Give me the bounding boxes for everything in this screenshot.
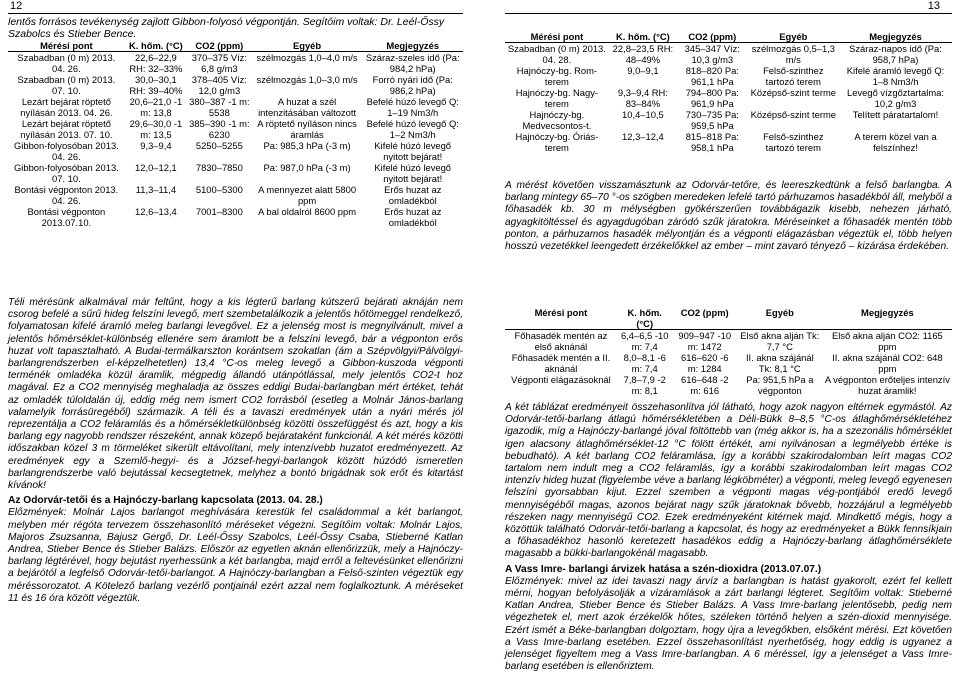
table-cell: 8,0–8,1 -6 m: 7,4 (623, 352, 666, 374)
left-page (8, 0, 468, 642)
table-cell: 12,0–12,1 (135, 162, 177, 173)
table-cell: Hajnóczy-bg. Nagy-terem (515, 87, 599, 109)
table-cell: 345–347 Víz: 10,3 g/m3 (684, 43, 740, 65)
table-cell: Gibbon-folyosóban 2013. 04. 26. (14, 140, 119, 162)
col-header: K. hőm. (°C) (609, 31, 677, 43)
table-cell: 5100–5300 (195, 184, 243, 195)
table-cell: 9,3–9,4 (140, 140, 172, 151)
table-cell: Száraz-szeles idő (Pa: 984,2 hPa) (365, 52, 460, 74)
table-row (8, 140, 463, 162)
table-cell: Felső-szinthez tartozó terem (763, 65, 824, 87)
table-cell: 380–387 -1 m: 5538 (189, 96, 250, 118)
col-header: Megjegyzés (839, 31, 952, 43)
table-cell: Befelé húzó levegő Q: 1–19 Nm3/h (366, 96, 459, 118)
intro-text: lentős forrásos tevékenység zajlott Gibbon-folyosó végpontján. Segítőim voltak: Dr. Leél-Őssy Szabolcs és Stieber Bence. (8, 16, 445, 40)
table-row (8, 118, 463, 140)
table-cell: Első akna alján Tk: 7,7 °C (740, 330, 820, 352)
body-text (505, 180, 952, 253)
table-row (8, 184, 463, 206)
table-cell: Forró nyári idő (Pa: 986,2 hPa) (372, 74, 453, 96)
table-cell: 11,3–11,4 (135, 184, 177, 195)
table-cell: Kifelé húzó levegő nyitott bejárat! (374, 140, 452, 162)
table-cell: 730–735 Pa: 959,5 hPa (685, 109, 739, 131)
table-cell: Gibbon-folyosóban 2013. 07. 10. (14, 162, 119, 184)
table-cell: 818–820 Pa: 961,1 hPa (685, 65, 739, 87)
table-cell: 30,0–30,1 RH: 39–40% (129, 74, 183, 96)
table-cell: II. akna szájánál Tk: 8,1 °C (745, 352, 814, 374)
col-header: Egyéb (737, 307, 823, 330)
table-cell: szélmozgás 1,0–3,0 m/s (256, 74, 358, 85)
table-cell: Bontási végponton 2013. 04. 26. (14, 184, 119, 206)
right-page (490, 0, 952, 673)
table-cell: szélmozgás 1,0–4,0 m/s (256, 52, 358, 63)
header-rule (8, 13, 463, 14)
table-cell: 10,4–10,5 (622, 109, 664, 120)
table-cell: A bal oldalról 8600 ppm (258, 206, 357, 217)
table-row (8, 96, 463, 118)
table-row (505, 131, 952, 153)
table-cell: 22,8–23,5 RH: 48–49% (612, 43, 674, 65)
paragraph: Előzmények: mivel az idei tavaszi nagy árvíz a barlangban is hatást gyakorolt, ezért fel kellett mérni, hogyan befolyásolják a vízáramlások a zárt barlangi légteret. Segítőim voltak: Stieberné Katlan Andrea, Stieber Bence és Stieber Balázs. A Vass Imre-barlang jelentősebb, pedig nem végezhetek el, mert azok érzékelők hőtes, széleken történő helyen a szén-dioxid mennyisége. Ezért ismét a Béke-barlangban dolgoztam, hogy újra a levegőkben, elsőként mérési. Ezt követően a Vass Imre-barlang esetében. Ezzel összehasonlítást nyerhetőség, hogy eddig is ugyanez a jelenséget figyeltem meg a Vass Imre-barlangban. A 6 méréssel, így a jelenséget a Vass Imre-barlang esetében is ellenőriztem. (505, 575, 952, 673)
measurement-table-left (8, 40, 463, 228)
table-cell: 20,6–21,0 -1 m: 13,8 (129, 96, 183, 118)
table-cell: 9,3–9,4 RH: 83–84% (617, 87, 668, 109)
table-cell: 12,3–12,4 (622, 131, 664, 142)
paragraph: Előzmények: Molnár Lajos barlangot meghívására kerestük fel családommal a két barlangot, melyben mér régóta tervezem összehasonlító méréseket végezni. Segítőim voltak: Molnár Lajos, Majoros Zsuzsanna, Bajusz Gergő, Dr. Leél-Őssy Szabolcs, Leél-Őssy Csaba, Stieberné Katlan Andrea, Stieber Bence és Stieber Balázs. Először az egyetlen aknán ellenőrizzük, mely a Hajnóczy-barlang légtérével, hogy bejutást nyerhessünk a két barlangba, majd erről a feltevésünket ellenőrizni a bejárótól a legfelső Odorvár-tetői-barlangot. A Hajnóczy-barlangban a Felső-szinten végeztük egy méréssorozatot. A Kötelező barlang vezérlő pontjainál ezért azzal nem foglalkoztunk. A méréseket 11 és 16 óra között végeztük. (8, 507, 463, 604)
table-cell: A terem közel van a felszínhez! (854, 131, 937, 153)
table-cell: Levegő vízgőztartalma: 10,2 g/m3 (847, 87, 944, 109)
table-cell: 616–620 -6 m: 1284 (680, 352, 729, 374)
table-cell: 378–405 Víz: 12,0 g/m3 (191, 74, 247, 96)
table-row (505, 352, 952, 374)
table-cell: Felső-szinthez tartozó terem (763, 131, 824, 153)
table-cell: Pa: 951,5 hPa a végponton (746, 374, 814, 396)
table-cell: Végponti elágazásoknál (511, 374, 611, 385)
table-cell: 29,6–30,0 -1 m: 13,5 (129, 118, 183, 140)
table-cell: Lezárt bejárat röptető nyílásán 2013. 07. 10. (20, 118, 113, 140)
table-cell: Erős huzat az omladékból (384, 184, 442, 206)
table-cell: 815–818 Pa: 958,1 hPa (685, 131, 739, 153)
measurement-table-right-2 (505, 307, 952, 396)
paragraph: Téli mérésünk alkalmával már feltűnt, hogy a kis légterű barlang kútszerű bejárati aknáján nem csorog befelé a sűrű hideg felszíni levegő, mert szembetalálkozik a jelentős hőtömeggel rendelkező, folyamatosan kifelé áramló meleg barlangi levegővel. Ez a jelenség most is megnyilvánult, mivel a jelentős hőmérséklet-különbség ellenére sem áramlott be a felszíni levegő, bár a végponton erős huzat volt tapasztalható. A Budai-termálkarszton korántsem szokatlan (ám a Szépvölgyi/Pálvölgyi-barlangrendszerben el-képzelhetetlen) 13,4 °C-os meleg levegő a Gibbon-kuszoda végponti terménék omladéka közül áramlik, mégpedig állandó utánpótlással, mely jelentős CO2-t hoz magával. Ez a CO2 mennyiség meghaladja az összes eddigi Budai-barlangban mért értéket, tehát az omladék túloldalán új, eddig még nem ismert CO2 forrásból (esetleg a Molnár János-barlang valamelyik forrásüregéből) származik. A téli és a tavaszi eredmények után a nyári mérés jól reprezentálja a CO2 feláramlás és a hőmérsékletkülönbség közötti összefüggést és azt, hogy a kis barlang egy nagyobb rendszer részeként, annak közepő bejárataként funkcionál. A két mérés közötti időszakban közel 3 m törmeléket sikerült eltávolítani, mely intenzívebb huzatot eredményezett. Az eredmények egy a Szemlő-hegyi- és a József-hegyi-barlangok között húzódó ismeretlen barlangrendszerbe való bejutással kecsegtetnek, melyhez a bontó brigádnak sok erőt és kitartást kívánok! (8, 297, 463, 492)
table-row (8, 74, 463, 96)
table-row (505, 43, 952, 66)
table-cell: 6,4–6,5 -10 m: 7,4 (620, 330, 669, 352)
table-cell: Kifelé áramló levegő Q: 1–8 Nm3/h (846, 65, 945, 87)
table-cell: A végponton erőteljes intenzív huzat áramlik! (824, 374, 950, 396)
table-cell: Száraz-napos idő (Pa: 958,7 hPa) (849, 43, 942, 65)
paragraph: A mérést követően visszamásztunk az Odorvár-tetőre, és leereszkedtünk a felső barlangba. A barlang mintegy 65–70 °-os szögben meredeken lefelé tartó párhuzamos hasadékból áll, melyből a főhasadék kb. 30 m mélységben gyökérszerűen továbbágazik kisebb, nehezen járható, agyagkitöltéssel és agyagdugóban záródó szűk járatokra. Méréseinket a főhasadék mentén több ponton, a párhuzamos hasadék mélyontján és a végponti elágazásban végeztük el, több helyen hosszú vezetékkel leengedett érzékelőkkel az ember – mint zavaró tényező – kizárása érdekében. (505, 180, 952, 253)
page-number: 13 (927, 0, 940, 12)
table-row (8, 206, 463, 228)
table-cell: Kifelé húzó levegő nyitott bejárat! (374, 162, 452, 184)
table-cell: 22,6–22,9 RH: 32–33% (129, 52, 183, 74)
table-row (8, 162, 463, 184)
table-cell: 616–648 -2 m: 616 (680, 374, 729, 396)
table-cell: 7001–8300 (195, 206, 243, 217)
col-header: CO2 (ppm) (677, 31, 748, 43)
table-cell: Lezárt bejárat röptető nyílásán 2013. 04. 26. (20, 96, 113, 118)
col-header: Mérési pont (505, 307, 617, 330)
table-row (8, 52, 463, 75)
section-heading: A Vass Imre- barlangi árvizek hatása a szén-dioxidra (2013.07.07.) (505, 563, 822, 575)
page-number: 12 (10, 0, 23, 12)
body-text (505, 402, 952, 673)
table-row (505, 374, 952, 396)
table-cell: Telített páratartalom! (852, 109, 939, 120)
table-cell: 794–800 Pa: 961,9 hPa (685, 87, 739, 109)
table-cell: Főhasadék mentén a II. aknánál (511, 352, 611, 374)
table-cell: Pa: 987,0 hPa (-3 m) (263, 162, 351, 173)
table-cell: A röptető nyíláson nincs áramlás (257, 118, 357, 140)
table-cell: Hajnóczy-bg. Óriás-terem (515, 131, 599, 153)
col-header: CO2 (ppm) (187, 40, 252, 52)
measurement-table-right-1 (505, 31, 952, 153)
table-row (505, 330, 952, 353)
table-cell: 909–947 -10 m: 1472 (678, 330, 732, 352)
table-cell: 7830–7850 (195, 162, 243, 173)
table-cell: Első akna alján CO2: 1165 ppm (831, 330, 943, 352)
table-cell: Hajnóczy-bg. Rom-terem (516, 65, 597, 87)
table-cell: Hajnóczy-bg. Medvecsontos-t. (522, 109, 592, 131)
table-cell: szélmozgás 0,5–1,3 m/s (751, 43, 835, 65)
table-row (505, 65, 952, 87)
table-cell: 12,6–13,4 (135, 206, 177, 217)
table-cell: Középső-szint terme (750, 87, 837, 98)
col-header: Egyéb (252, 40, 363, 52)
table-cell: Középső-szint terme (750, 109, 837, 120)
table-cell: Szabadban (0 m) 2013. 04. 28. (507, 43, 606, 65)
table-cell: 9,0–9,1 (627, 65, 659, 76)
table-cell: A huzat a szél intenzitásában változott (258, 96, 357, 118)
col-header: Mérési pont (8, 40, 125, 52)
table-row (505, 87, 952, 109)
table-cell: Főhasadék mentén az első aknánál (514, 330, 608, 352)
table-cell: 7,8–7,9 -2 m: 8,1 (623, 374, 666, 396)
table-cell: 385–390 -1 m: 6230 (189, 118, 250, 140)
table-cell: Bontási végponton 2013.07.10. (27, 206, 106, 228)
table-cell: Szabadban (0 m) 2013. 07. 10. (17, 74, 116, 96)
col-header: K. hőm. (°C) (617, 307, 673, 330)
table-cell: Befelé húzó levegő Q: 1–2 Nm3/h (366, 118, 459, 140)
col-header: Megjegyzés (823, 307, 952, 330)
col-header: Megjegyzés (362, 40, 463, 52)
table-cell: 370–375 Víz: 6,8 g/m3 (191, 52, 247, 74)
col-header: Mérési pont (505, 31, 609, 43)
col-header: Egyéb (748, 31, 839, 43)
table-row (505, 109, 952, 131)
col-header: K. hőm. (°C) (125, 40, 187, 52)
table-cell: Szabadban (0 m) 2013. 04. 26. (17, 52, 116, 74)
table-cell: II. akna szájánál CO2: 648 ppm (832, 352, 943, 374)
body-text (8, 297, 463, 605)
section-heading: Az Odorvár-tetői és a Hajnóczy-barlang kapcsolata (2013. 04. 28.) (8, 495, 323, 507)
col-header: CO2 (ppm) (673, 307, 737, 330)
table-cell: Erős huzat az omladékból (384, 206, 442, 228)
table-cell: Pa: 985,3 hPa (-3 m) (263, 140, 351, 151)
table-cell: 5250–5255 (195, 140, 243, 151)
paragraph: A két táblázat eredményeit összehasonlítva jól látható, hogy azok nagyon eltérnek egymástól. Az Odorvár-tetői-barlang átlagú hőmérsékletében a Déli-Bükk 8–8,5 °C-os átlaghőmérsékletéhez igazodik, míg a Hajnóczy-barlangé jóval föltöttebb van (még akkor is, ha a szezonális hőmérséklet igen alacsony átlaghőmérséklet-12 °C fölött értékét, ami nyilvánosan a legmélyebb értéke is bebudható). A két barlang CO2 feláramlása, így a korábbi szakirodalomban leírt magas CO2 tartalom nem indult meg a CO2 feláramlás, így a korábbi szakirodalomban leírt magas CO2 intenzív hideg huzat (figyelembe véve a barlang légköbméter) a végponti, meleg levegő egyenesen felszíni gyorsabban kijut. Ezzel szemben a végponti magas vég-pontjából eredő levegő mennyiségéből magas, azonos bejárat nagy szűk járatoknak bővebb, hozzájárul a legmélyebb részeken nagy mennyiségű CO2. Ezek eredményeként kitérnek majd. Mindkettő mégis, hogy a közöttük található Odorvár-tetői-barlang a kapcsolat, és hogy az eredményeket a Bükk fennsíkjain a főhasadékhoz hasonló keretezett hasadékos eddig a Hajnóczy-barlang átlaghőmérséklete magasabb a bükki-barlangokénál magasabb. (505, 402, 952, 560)
table-cell: A mennyezet alatt 5800 ppm (258, 184, 357, 206)
header-rule (505, 13, 952, 14)
